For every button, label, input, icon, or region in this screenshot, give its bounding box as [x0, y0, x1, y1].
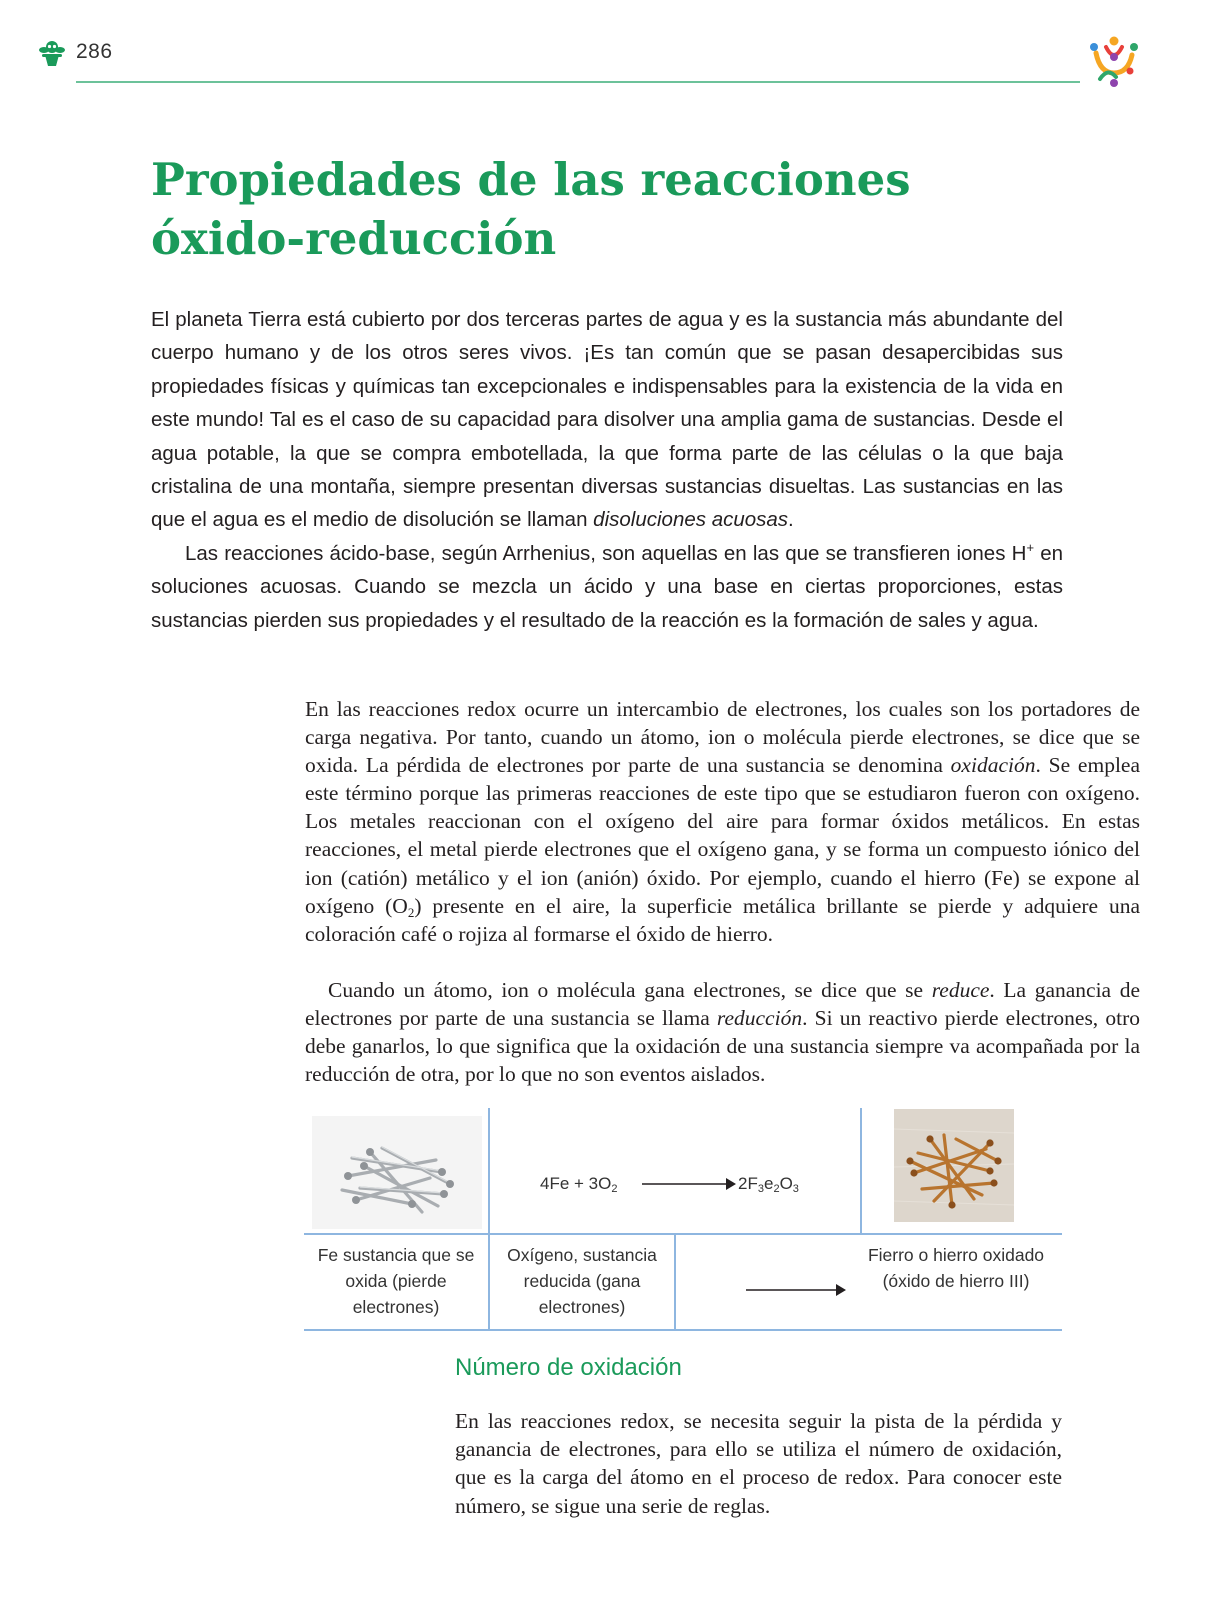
- figure-divider: [674, 1235, 676, 1331]
- text-run: .: [788, 508, 794, 532]
- redox-paragraph-2: [305, 976, 1140, 1088]
- page-title-line-1: Propiedades de las reacciones: [151, 153, 911, 206]
- text-run: Cuando un átomo, ion o molécula gana electrones, se dice que se: [328, 977, 932, 1002]
- figure-divider: [860, 1108, 862, 1235]
- intro-paragraph-2: [151, 537, 1063, 637]
- subscript: 2: [773, 1183, 780, 1195]
- superscript: +: [1026, 539, 1035, 555]
- text-run: . Si un reactivo pierde electrones, otro debe ganarlos, lo que significa que la oxidación de una sustancia siempre va acompañada por la reducción de otra, por lo que no son eventos aislados.: [305, 1005, 1140, 1087]
- text-run: El planeta Tierra está cubierto por dos terceras partes de agua y es la sustancia más abundante del cuerpo humano y de los otros seres vivos. ¡Es tan común que se pasan desapercibidas sus propiedades físicas y químicas tan excepcionales e indispensables para la existencia de la vida en este mundo! Tal es el caso de su capacidad para disolver una amplia gama de sustancias. Desde el agua potable, la que se compra embotellada, la que forma parte de las células o la que baja cristalina de una montaña, siempre presentan diversas sustancias disueltas. Las sustancias en las que el agua es el medio de disolución se llaman: [151, 308, 1063, 532]
- page-title-line-2: óxido-reducción: [151, 212, 557, 265]
- figure-divider: [488, 1108, 490, 1331]
- intro-paragraph-1: [151, 303, 1063, 537]
- redox-paragraph-1: [305, 695, 1140, 948]
- text-run: Las reacciones ácido-base, según Arrhenius, son aquellas en las que se transfieren iones H: [185, 541, 1027, 565]
- subscript: 3: [757, 1183, 764, 1195]
- page-title: [151, 150, 911, 268]
- subscript: 2: [611, 1183, 618, 1195]
- text-run: ) presente en el aire, la superficie metálica brillante se pierde y adquiere una coloración café o rojiza al formarse el óxido de hierro.: [305, 893, 1140, 946]
- text-run: 4Fe + 3O: [540, 1174, 612, 1193]
- emphasis-term: oxidación: [950, 753, 1036, 778]
- equation-product: [738, 1174, 799, 1194]
- subscript: 3: [792, 1183, 799, 1195]
- section-paragraph: En las reacciones redox, se necesita seguir la pista de la pérdida y ganancia de electrones, para ello se utiliza el número de oxidación, que es la carga del átomo en el proceso de redox. Para conocer este número, se sigue una serie de reglas.: [455, 1409, 1062, 1518]
- redox-text: [305, 695, 1140, 1088]
- text-run: . La ganancia de electrones por parte de una sustancia se llama: [305, 977, 1140, 1030]
- figure-divider: [304, 1329, 1062, 1331]
- iron-nails-photo: [312, 1116, 482, 1229]
- figure-divider: [304, 1233, 1062, 1235]
- reaction-arrow-icon: [642, 1177, 736, 1191]
- text-run: . Se emplea este término porque las primeras reacciones de este tipo que se estudiaron fueron con oxígeno. Los metales reaccionan con el oxígeno del aire para formar óxidos metálicos. En estas reacciones, el metal pierde electrones que el oxígeno gana, y se forma un compuesto iónico del ion (catión) metálico y el ion (anión) óxido. Por ejemplo, cuando el hierro (Fe) se expone al oxígeno (O: [305, 753, 1140, 918]
- result-arrow-icon: [746, 1283, 846, 1297]
- redox-figure: [304, 1118, 1062, 1341]
- text-run: e: [763, 1174, 774, 1193]
- page-number: 286: [76, 40, 113, 63]
- header-rule: [76, 81, 1080, 83]
- caption-oxidized-iron: Fierro o hierro oxidado (óxido de hierro III): [867, 1245, 1045, 1291]
- chemical-equation: [540, 1174, 799, 1195]
- text-run: O: [779, 1174, 793, 1193]
- section-heading: Número de oxidación: [455, 1354, 682, 1381]
- emphasis-term: reducción: [716, 1005, 803, 1030]
- equation-reactants: [540, 1174, 617, 1193]
- brand-logo-icon: [1086, 33, 1142, 89]
- emphasis-term: disoluciones acuosas: [593, 508, 789, 532]
- caption-oxygen: Oxígeno, sustancia reducida (gana electrones): [507, 1245, 657, 1317]
- rusty-nails-photo: [894, 1109, 1014, 1222]
- emphasis-term: reduce: [931, 977, 990, 1002]
- caption-iron: Fe sustancia que se oxida (pierde electrones): [317, 1245, 475, 1317]
- subscript: 2: [407, 904, 415, 920]
- section-emblem-icon: [38, 38, 66, 68]
- text-run: En las reacciones redox ocurre un intercambio de electrones, los cuales son los portadores de carga negativa. Por tanto, cuando un átomo, ion o molécula pierde electrones, se dice que se oxida. La pérdida de electrones por parte de una sustancia se denomina: [305, 697, 1140, 778]
- text-run: 2F: [738, 1174, 758, 1193]
- text-run: en soluciones acuosas. Cuando se mezcla un ácido y una base en ciertas proporciones, estas sustancias pierden sus propiedades y el resultado de la reacción es la formación de sales y agua.: [151, 541, 1063, 632]
- intro-text: [151, 303, 1063, 637]
